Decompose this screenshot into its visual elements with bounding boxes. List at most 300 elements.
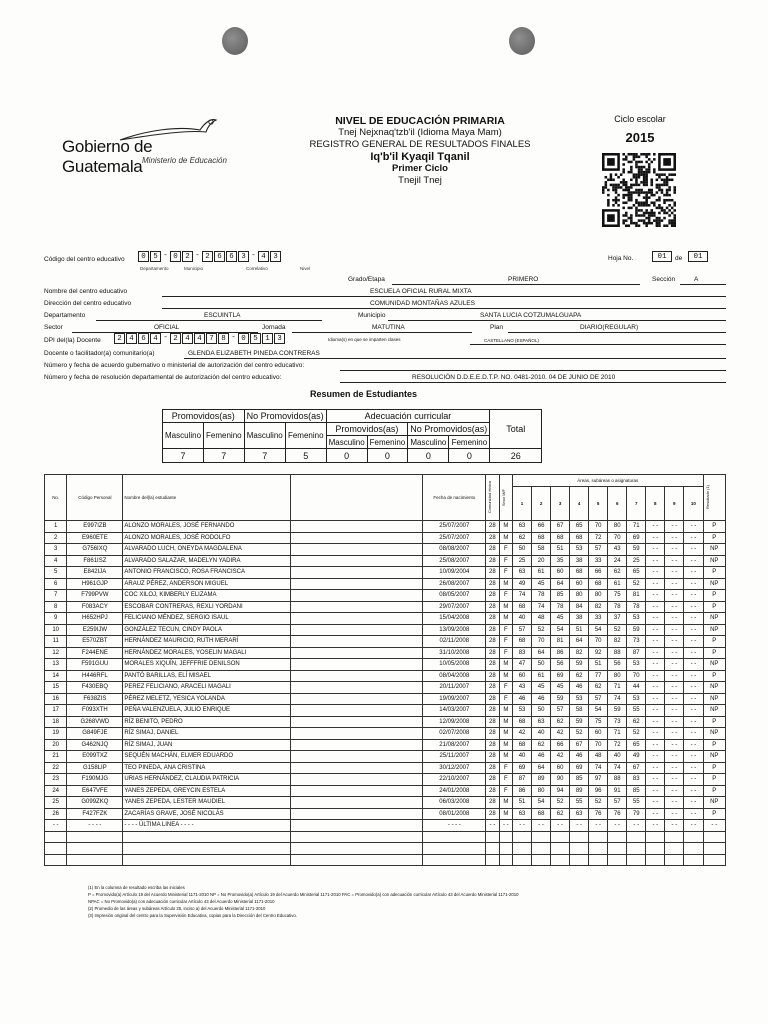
row-grade: 61: [532, 567, 551, 579]
sum-val-3: 7: [244, 449, 285, 463]
row-nombre: TEO PINEDA, ANA CRISTINA: [123, 762, 291, 774]
codigo-digit: 2: [182, 251, 193, 262]
row-fecha: 08/08/2007: [423, 544, 486, 556]
row-nombre: PANTÓ BARILLAS, ELÍ MISAEL: [123, 670, 291, 682]
row-grade: 57: [551, 705, 570, 717]
row-grade: - -: [684, 590, 703, 602]
row-grade: - -: [684, 716, 703, 728]
row-grade: 78: [627, 601, 646, 613]
th-resultado: [703, 475, 725, 521]
table-row: [45, 647, 726, 659]
th-no: No.: [45, 475, 67, 521]
row-fecha: 22/10/2007: [423, 774, 486, 786]
row-resultado: NP: [703, 751, 725, 763]
row-grade: 55: [627, 797, 646, 809]
row-blank: [291, 613, 423, 625]
row-no: 21: [45, 751, 67, 763]
row-codigo: F430EBQ: [67, 682, 123, 694]
row-fecha: 10/09/2004: [423, 567, 486, 579]
row-fecha: 26/08/2007: [423, 578, 486, 590]
sum-h-fem-4: Femenino: [449, 436, 490, 449]
table-row: [45, 659, 726, 671]
sum-promovidos: Promovidos(as): [163, 410, 245, 423]
row-no: 11: [45, 636, 67, 648]
row-grade: 56: [608, 659, 627, 671]
row-grade: 78: [532, 590, 551, 602]
ciclo-escolar: [605, 114, 675, 145]
row-sexo: F: [499, 693, 512, 705]
row-resultado: P: [703, 636, 725, 648]
row-grade: 51: [570, 624, 589, 636]
row-grade: 46: [532, 751, 551, 763]
row-grade: 66: [532, 521, 551, 533]
row-grade: 57: [589, 693, 608, 705]
row-grade: - -: [665, 774, 684, 786]
row-nombre: SEQUÉN MACHÁN, ELMER EDUARDO: [123, 751, 291, 763]
dpi-separator: -: [231, 334, 236, 342]
row-blank: [291, 544, 423, 556]
row-resultado: P: [703, 521, 725, 533]
row-fecha: 12/09/2008: [423, 716, 486, 728]
row-grade: 72: [608, 739, 627, 751]
punch-hole-left: [222, 27, 248, 55]
row-codigo: E842IJA: [67, 567, 123, 579]
row-no: 3: [45, 544, 67, 556]
row-blank: [291, 578, 423, 590]
gobierno-logo: [62, 116, 232, 176]
empty-cell: [627, 854, 646, 866]
row-grade: - -: [684, 728, 703, 740]
row-codigo: G462NJQ: [67, 739, 123, 751]
row-grade: 72: [589, 532, 608, 544]
row-sexo: F: [499, 624, 512, 636]
row-grade: 67: [627, 762, 646, 774]
title-tnej: Tnejil Tnej: [398, 175, 442, 186]
hoja-de: de: [675, 255, 683, 262]
row-grade: - -: [646, 670, 665, 682]
empty-row: [45, 843, 726, 855]
row-no: 17: [45, 705, 67, 717]
row-blank: [291, 797, 423, 809]
row-no: 6: [45, 578, 67, 590]
empty-cell: [45, 831, 67, 843]
row-sexo: - -: [499, 820, 512, 832]
row-grade: 71: [627, 521, 646, 533]
row-resultado: NP: [703, 693, 725, 705]
row-grade: - -: [646, 774, 665, 786]
qr-code-icon: [602, 152, 676, 228]
table-row: [45, 544, 726, 556]
table-row: [45, 762, 726, 774]
row-resultado: NP: [703, 624, 725, 636]
row-comunidad: - -: [486, 820, 499, 832]
row-grade: - -: [513, 820, 532, 832]
row-sexo: F: [499, 567, 512, 579]
row-grade: 57: [513, 624, 532, 636]
row-grade: 52: [627, 578, 646, 590]
dpi-digit: 7: [206, 333, 217, 344]
row-grade: 43: [513, 682, 532, 694]
row-grade: 52: [570, 728, 589, 740]
row-sexo: M: [499, 521, 512, 533]
empty-cell: [608, 843, 627, 855]
row-grade: 40: [532, 728, 551, 740]
row-no: 1: [45, 521, 67, 533]
row-codigo: H446RFL: [67, 670, 123, 682]
row-blank: [291, 774, 423, 786]
row-resultado: P: [703, 808, 725, 820]
row-nombre: ALVARADO SALAZAR, MADELYN YADIRA: [123, 555, 291, 567]
dpi-label: DPI del(la) Docente: [44, 337, 101, 344]
row-codigo: H961GJP: [67, 578, 123, 590]
empty-cell: [703, 843, 725, 855]
codigo-digit: 0: [138, 251, 149, 262]
nombre-centro-value: ESCUELA OFICIAL RURAL MIXTA: [370, 288, 472, 295]
row-grade: - -: [646, 808, 665, 820]
th-area-3: 3: [551, 487, 570, 521]
row-sexo: M: [499, 716, 512, 728]
logo-text: Gobierno de Guatemala: [62, 137, 153, 176]
table-row: [45, 797, 726, 809]
th-areas: Áreas, subáreas o asignaturas: [513, 475, 703, 487]
empty-cell: [123, 854, 291, 866]
sum-h-fem-2: Femenino: [285, 423, 326, 449]
row-grade: 82: [589, 601, 608, 613]
row-grade: - -: [665, 555, 684, 567]
empty-cell: [665, 843, 684, 855]
codigo-digit: 4: [258, 251, 269, 262]
row-grade: - -: [684, 659, 703, 671]
row-comunidad: 28: [486, 774, 499, 786]
row-grade: 60: [551, 567, 570, 579]
row-sexo: F: [499, 636, 512, 648]
row-grade: 80: [608, 521, 627, 533]
row-sexo: F: [499, 682, 512, 694]
docente-value: GLENDA ELIZABETH PINEDA CONTRERAS: [188, 350, 320, 357]
row-blank: [291, 590, 423, 602]
row-codigo: G099ZKQ: [67, 797, 123, 809]
empty-cell: [67, 843, 123, 855]
table-row: [45, 682, 726, 694]
hoja-total: 01: [688, 251, 708, 262]
empty-cell: [608, 831, 627, 843]
row-no: 20: [45, 739, 67, 751]
table-row: [45, 601, 726, 613]
row-grade: - -: [684, 601, 703, 613]
row-blank: [291, 716, 423, 728]
row-nombre: YANES ZEPEDA, LESTER MAUDIEL: [123, 797, 291, 809]
row-blank: [291, 739, 423, 751]
row-grade: 75: [589, 716, 608, 728]
row-grade: 76: [608, 808, 627, 820]
row-blank: [291, 762, 423, 774]
empty-cell: [45, 854, 67, 866]
row-grade: 62: [570, 670, 589, 682]
row-grade: 86: [513, 785, 532, 797]
row-grade: 58: [532, 544, 551, 556]
row-fecha: 25/07/2007: [423, 532, 486, 544]
row-no: 12: [45, 647, 67, 659]
title-block: [280, 115, 560, 187]
empty-cell: [646, 843, 665, 855]
sector-label: Sector: [44, 324, 63, 331]
empty-cell: [589, 854, 608, 866]
row-no: 16: [45, 693, 67, 705]
row-grade: 62: [513, 532, 532, 544]
row-grade: - -: [684, 797, 703, 809]
row-sexo: M: [499, 705, 512, 717]
empty-cell: [684, 831, 703, 843]
table-row: [45, 693, 726, 705]
row-grade: - -: [684, 762, 703, 774]
row-comunidad: 28: [486, 601, 499, 613]
row-grade: - -: [665, 659, 684, 671]
row-comunidad: 28: [486, 705, 499, 717]
row-grade: 89: [532, 774, 551, 786]
table-row: [45, 820, 726, 832]
resolucion-value: RESOLUCIÓN D.D.E.E.D.T.P. NO. 0481-2010. 04 DE JUNIO DE 2010: [412, 374, 616, 381]
footnotes: [88, 884, 519, 919]
row-sexo: F: [499, 774, 512, 786]
row-fecha: 10/05/2008: [423, 659, 486, 671]
table-row: [45, 751, 726, 763]
row-codigo: E647VFE: [67, 785, 123, 797]
caption-nivel: Nivel: [300, 266, 311, 271]
row-grade: - -: [646, 521, 665, 533]
sum-adecuacion: Adecuación curricular: [326, 410, 490, 423]
row-resultado: P: [703, 785, 725, 797]
row-grade: 78: [551, 601, 570, 613]
row-no: 13: [45, 659, 67, 671]
row-grade: 57: [608, 797, 627, 809]
row-grade: 49: [513, 578, 532, 590]
row-grade: 68: [513, 716, 532, 728]
dpi-digit: 0: [238, 333, 249, 344]
row-sexo: F: [499, 647, 512, 659]
row-grade: - -: [684, 532, 703, 544]
dpi-boxes: [114, 333, 286, 344]
row-grade: 62: [627, 716, 646, 728]
row-nombre: - - - - ÚLTIMA LINEA - - - -: [123, 820, 291, 832]
sum-h-fem-3: Femenino: [367, 436, 408, 449]
row-grade: 64: [532, 762, 551, 774]
row-resultado: P: [703, 774, 725, 786]
resumen-table: [162, 409, 542, 463]
row-codigo: E570ZBT: [67, 636, 123, 648]
students-table: [44, 474, 726, 866]
row-grade: - -: [646, 544, 665, 556]
row-grade: - -: [684, 555, 703, 567]
table-row: [45, 716, 726, 728]
row-grade: 78: [608, 601, 627, 613]
row-fecha: 31/10/2008: [423, 647, 486, 659]
row-no: 7: [45, 590, 67, 602]
row-resultado: P: [703, 647, 725, 659]
row-grade: - -: [646, 705, 665, 717]
table-row: [45, 785, 726, 797]
empty-cell: [703, 831, 725, 843]
row-grade: 50: [532, 659, 551, 671]
empty-cell: [513, 831, 532, 843]
row-codigo: E997IZB: [67, 521, 123, 533]
row-grade: 82: [608, 636, 627, 648]
row-fecha: 08/05/2007: [423, 590, 486, 602]
th-area-1: 1: [513, 487, 532, 521]
title-nivel: NIVEL DE EDUCACIÓN PRIMARIA: [335, 115, 505, 127]
row-comunidad: 28: [486, 716, 499, 728]
empty-cell: [423, 843, 486, 855]
sum-total-label: Total: [490, 410, 542, 449]
row-grade: 65: [627, 739, 646, 751]
row-fecha: - - - -: [423, 820, 486, 832]
row-grade: 55: [627, 705, 646, 717]
row-grade: 81: [627, 590, 646, 602]
sum-val-4: 5: [285, 449, 326, 463]
codigo-label: Código del centro educativo: [44, 256, 125, 263]
hoja-num-box: [652, 251, 673, 262]
table-row: [45, 636, 726, 648]
row-grade: 80: [608, 670, 627, 682]
row-grade: 42: [551, 751, 570, 763]
empty-cell: [486, 831, 499, 843]
row-no: 14: [45, 670, 67, 682]
row-resultado: P: [703, 739, 725, 751]
empty-cell: [123, 831, 291, 843]
dpi-digit: 1: [262, 333, 273, 344]
row-no: 18: [45, 716, 67, 728]
plan-label: Plan: [490, 324, 504, 331]
row-no: 9: [45, 613, 67, 625]
title-mam: Iq'b'il Kyaqil Tqanil: [370, 151, 470, 163]
row-grade: 74: [589, 762, 608, 774]
row-grade: 83: [513, 647, 532, 659]
row-grade: - -: [684, 682, 703, 694]
empty-cell: [627, 843, 646, 855]
row-grade: - -: [589, 820, 608, 832]
row-comunidad: 28: [486, 797, 499, 809]
table-row: [45, 613, 726, 625]
row-grade: 52: [551, 797, 570, 809]
row-comunidad: 28: [486, 647, 499, 659]
row-comunidad: 28: [486, 567, 499, 579]
hoja-num: 01: [652, 251, 672, 262]
row-grade: 70: [627, 670, 646, 682]
row-grade: 51: [551, 544, 570, 556]
row-codigo: F093XTH: [67, 705, 123, 717]
row-grade: 79: [627, 808, 646, 820]
row-resultado: NP: [703, 659, 725, 671]
row-grade: 51: [589, 659, 608, 671]
sum-no-promovidos: No Promovidos(as): [244, 410, 326, 423]
table-row: [45, 590, 726, 602]
table-row: [45, 670, 726, 682]
grado-value: PRIMERO: [508, 276, 539, 283]
row-no: 4: [45, 555, 67, 567]
row-grade: 85: [627, 785, 646, 797]
row-grade: - -: [646, 820, 665, 832]
dpi-separator: -: [163, 334, 168, 342]
row-sexo: M: [499, 601, 512, 613]
title-registro: REGISTRO GENERAL DE RESULTADOS FINALES: [309, 139, 531, 150]
row-codigo: F799PVW: [67, 590, 123, 602]
row-grade: 53: [570, 544, 589, 556]
row-grade: 68: [513, 739, 532, 751]
row-nombre: YANES ZEPEDA, GREYCIN ESTELA: [123, 785, 291, 797]
row-grade: 73: [627, 636, 646, 648]
note-5: (3) Impresión original del centro para la Supervisión Educativa, copias para la Dirección del Centro Educativo.: [88, 913, 297, 918]
row-fecha: 24/01/2008: [423, 785, 486, 797]
row-grade: - -: [684, 544, 703, 556]
sum-val-6: 0: [367, 449, 408, 463]
jornada-value: MATUTINA: [372, 324, 405, 331]
idiomas-value: CASTELLANO (ESPAÑOL): [484, 338, 539, 343]
row-grade: - -: [684, 705, 703, 717]
row-blank: [291, 705, 423, 717]
row-sexo: F: [499, 762, 512, 774]
hoja-label: Hoja No.: [608, 255, 634, 262]
row-sexo: M: [499, 613, 512, 625]
row-blank: [291, 521, 423, 533]
row-grade: - -: [551, 820, 570, 832]
row-resultado: P: [703, 567, 725, 579]
row-nombre: FELICIANO MÉNDEZ, SERGIO ISAUL: [123, 613, 291, 625]
row-comunidad: 28: [486, 613, 499, 625]
row-grade: 60: [589, 728, 608, 740]
row-grade: 64: [551, 578, 570, 590]
row-codigo: E960ETE: [67, 532, 123, 544]
th-sexo-text: Sexo M/F: [500, 488, 506, 507]
row-grade: - -: [665, 693, 684, 705]
row-fecha: 14/03/2007: [423, 705, 486, 717]
row-resultado: P: [703, 590, 725, 602]
row-grade: - -: [646, 785, 665, 797]
row-grade: 67: [551, 521, 570, 533]
row-fecha: 06/03/2008: [423, 797, 486, 809]
row-sexo: M: [499, 797, 512, 809]
row-grade: 69: [551, 670, 570, 682]
row-grade: 42: [513, 728, 532, 740]
row-blank: [291, 567, 423, 579]
row-comunidad: 28: [486, 739, 499, 751]
row-grade: - -: [646, 555, 665, 567]
row-resultado: NP: [703, 797, 725, 809]
row-nombre: HERNÁNDEZ MORALES, YOSELIN MAGALI: [123, 647, 291, 659]
sum-val-5: 0: [326, 449, 367, 463]
row-grade: 59: [627, 544, 646, 556]
row-grade: 59: [551, 693, 570, 705]
dpi-digit: 4: [182, 333, 193, 344]
row-grade: - -: [646, 682, 665, 694]
row-fecha: 25/08/2007: [423, 555, 486, 567]
caption-correlativo: Correlativo: [246, 266, 268, 271]
row-nombre: COC XILOJ, KIMBERLY ELIZAMA: [123, 590, 291, 602]
row-grade: - -: [665, 705, 684, 717]
row-grade: 85: [551, 590, 570, 602]
departamento-label: Departamento: [44, 312, 86, 319]
row-sexo: M: [499, 751, 512, 763]
caption-municipio: Municipio: [184, 266, 204, 271]
row-codigo: G158LIP: [67, 762, 123, 774]
row-grade: 74: [532, 601, 551, 613]
row-grade: - -: [665, 590, 684, 602]
codigo-digit: 6: [214, 251, 225, 262]
row-codigo: E259IJW: [67, 624, 123, 636]
note-1: (1) En la columna de resultado escriba las iniciales: [88, 885, 185, 890]
row-grade: 75: [608, 590, 627, 602]
row-codigo: G849FJE: [67, 728, 123, 740]
row-grade: 52: [589, 797, 608, 809]
row-fecha: 08/04/2008: [423, 670, 486, 682]
